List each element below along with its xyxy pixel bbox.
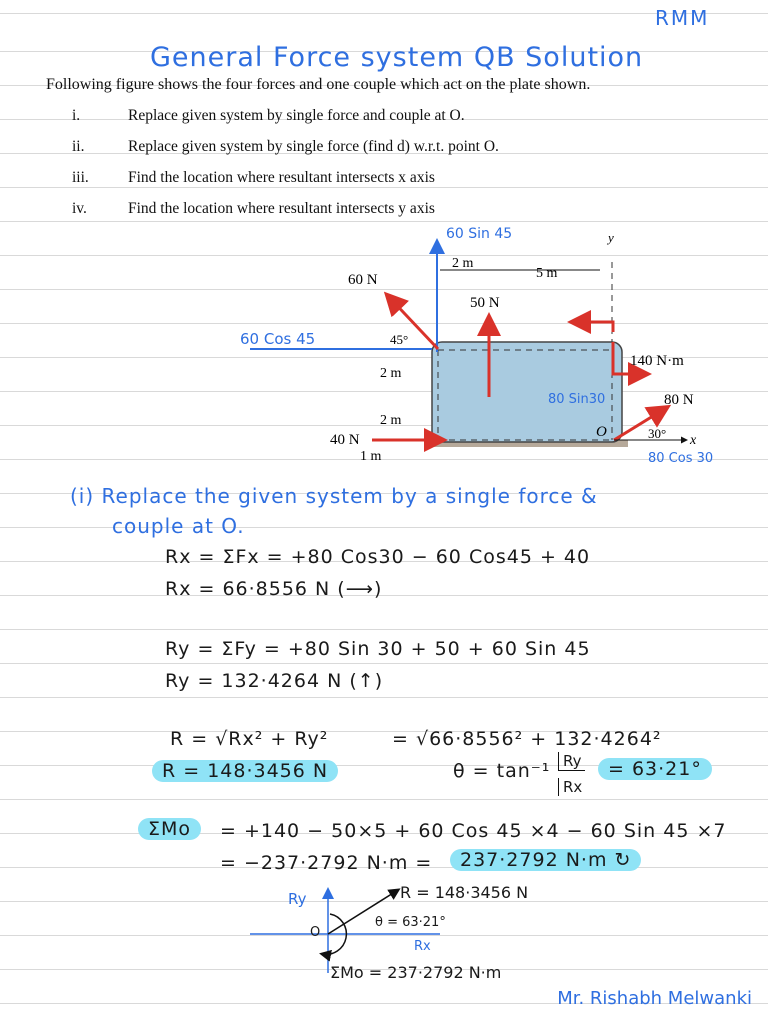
mo-result	[450, 849, 641, 871]
theta-lhs: θ = tan⁻¹	[453, 760, 551, 782]
question-text: Find the location where resultant intersects x axis	[128, 169, 435, 186]
page-title: General Force system QB Solution	[150, 42, 644, 73]
question-number: iii.	[72, 169, 89, 186]
ry-equation: Ry = ΣFy = +80 Sin 30 + 50 + 60 Sin 45	[165, 638, 591, 660]
note-60sin45: 60 Sin 45	[446, 226, 513, 242]
sketch-rx-label: Rx	[414, 939, 431, 954]
label-origin: O	[596, 424, 607, 440]
note-60cos45: 60 Cos 45	[240, 330, 316, 348]
label-60n: 60 N	[348, 272, 378, 288]
sketch-r-label: R = 148·3456 N	[400, 883, 529, 902]
note-80cos30: 80 Cos 30	[648, 451, 714, 466]
force-diagram	[0, 222, 768, 482]
sketch-theta-label: θ = 63·21°	[375, 915, 446, 930]
part-i-heading-cont: couple at O.	[112, 514, 245, 538]
label-y: y	[608, 230, 614, 245]
rx-value: Rx = 66·8556 N (⟶)	[165, 578, 383, 600]
author-signature: Mr. Rishabh Melwanki	[557, 988, 752, 1009]
label-2m-a: 2 m	[380, 366, 402, 381]
theta-denominator: Rx	[558, 778, 586, 796]
r-result-text: R = 148·3456 N	[162, 760, 329, 782]
label-45deg: 45°	[390, 332, 409, 347]
mo-label-text: ΣMo	[148, 818, 192, 840]
label-30deg: 30°	[648, 426, 667, 441]
question-intro: Following figure shows the four forces and one couple which act on the plate shown.	[46, 76, 591, 93]
label-40n: 40 N	[330, 432, 360, 448]
theta-numerator: Ry	[558, 752, 585, 771]
sketch-ry-label: Ry	[288, 890, 307, 908]
r-result	[152, 760, 338, 782]
dim-2m-top: 2 m	[452, 256, 474, 271]
note-80sin30: 80 Sin30	[548, 392, 606, 407]
question-number: ii.	[72, 138, 85, 155]
mo-equation: = +140 − 50×5 + 60 Cos 45 ×4 − 60 Sin 45 ×7	[220, 820, 727, 842]
question-number: i.	[72, 107, 81, 124]
sketch-origin-label: O	[310, 925, 321, 940]
mo-value: = −237·2792 N·m =	[220, 852, 433, 874]
label-140nm: 140 N·m	[630, 353, 684, 369]
question-text: Replace given system by single force and couple at O.	[128, 107, 465, 124]
r-equation-values: = √66·8556² + 132·4264²	[392, 728, 662, 750]
dim-5m: 5 m	[536, 266, 558, 281]
question-text: Replace given system by single force (find d) w.r.t. point O.	[128, 138, 499, 155]
mo-result-text: 237·2792 N·m ↻	[460, 849, 632, 871]
ry-value: Ry = 132·4264 N (↑)	[165, 670, 384, 692]
label-1m: 1 m	[360, 449, 382, 464]
label-x: x	[690, 433, 697, 448]
label-50n: 50 N	[470, 295, 500, 311]
mo-label	[138, 818, 201, 840]
theta-result	[598, 758, 712, 780]
question-text: Find the location where resultant intersects y axis	[128, 200, 435, 217]
rx-equation: Rx = ΣFx = +80 Cos30 − 60 Cos45 + 40	[165, 546, 591, 568]
part-i-heading: (i) Replace the given system by a single force &	[70, 484, 598, 508]
sketch-mo-label: ΣMo = 237·2792 N·m	[330, 963, 502, 982]
couple-140nm-arrow	[573, 322, 613, 332]
label-2m-b: 2 m	[380, 413, 402, 428]
theta-result-text: = 63·21°	[608, 758, 702, 780]
label-80n: 80 N	[664, 392, 694, 408]
author-initials: RMM	[655, 6, 710, 30]
resultant-sketch	[0, 878, 768, 988]
r-equation: R = √Rx² + Ry²	[170, 728, 329, 750]
question-number: iv.	[72, 200, 87, 217]
